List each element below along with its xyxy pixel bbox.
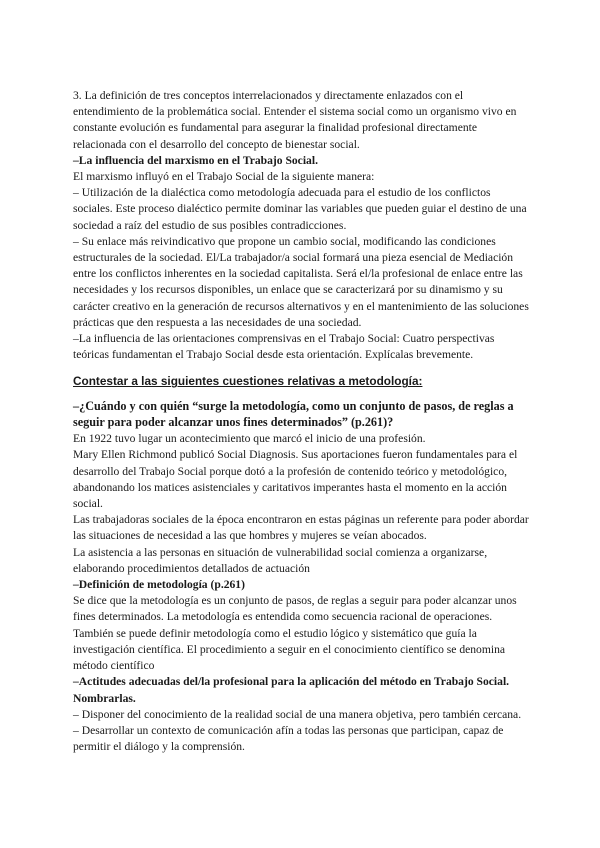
section-title: Contestar a las siguientes cuestiones relativas a metodología:	[73, 374, 423, 389]
intro-paragraph: 3. La definición de tres conceptos interrelacionados y directamente enlazados con el entendimiento de la problemática social. Entender el sistema social como un organismo vivo en constante evolución es fundamental para asegurar la finalidad profesional directamente relacionada con el desarrollo del concepto de bienestar social.	[73, 89, 517, 151]
marxism-intro: El marxismo influyó en el Trabajo Social de la siguiente manera:	[73, 170, 375, 184]
question-2: –Definición de metodología (p.261)	[73, 578, 245, 592]
answer-3-item-2: – Desarrollar un contexto de comunicación afín a todas las personas que participan, capaz de permitir el diálogo y la comprensión.	[73, 723, 504, 754]
marxism-heading: –La influencia del marxismo en el Trabajo Social.	[73, 153, 318, 167]
question-3: –Actitudes adecuadas del/la profesional para la aplicación del método en Trabajo Social. Nombrarlas.	[73, 675, 510, 705]
answer-1-line-4: La asistencia a las personas en situación de vulnerabilidad social comienza a organizarse, elaborando procedimientos detallados de actuación	[73, 545, 488, 575]
question-1: –¿Cuándo y con quién “surge la metodología, como un conjunto de pasos, de reglas a seguir para poder alcanzar unos fines determinados” (p.261)?	[73, 398, 514, 430]
answer-3-item-1: – Disponer del conocimiento de la realidad social de una manera objetiva, pero también cercana.	[73, 707, 522, 721]
answer-1-line-3: Las trabajadoras sociales de la época encontraron en estas páginas un referente para poder abordar las situaciones de necesidad a las que hombres y mujeres se veían abocados.	[73, 513, 529, 543]
dialectics-paragraph: – Utilización de la dialéctica como metodología adecuada para el estudio de los conflictos sociales. Este proceso dialéctico permite dominar las variables que pueden guiar el destino de una sociedad a raíz del estudio de sus posibles contradicciones.	[73, 186, 527, 232]
answer-1-line-2: Mary Ellen Richmond publicó Social Diagnosis. Sus aportaciones fueron fundamentales para el desarrollo del Trabajo Social porque dotó a la profesión de contenido teórico y metodológico, abandonando los matices asistenciales y caritativos imperantes hasta el momento en la acción social.	[73, 448, 518, 511]
document-page	[73, 88, 531, 755]
answer-1-line-1: En 1922 tuvo lugar un acontecimiento que marcó el inicio de una profesión.	[73, 432, 426, 446]
answer-2: Se dice que la metodología es un conjunto de pasos, de reglas a seguir para poder alcanzar unos fines determinados. La metodología es entendida como secuencia racional de operaciones. También se puede definir metodología como el estudio lógico y sistemático que guía la investigación científica. El procedimiento a seguir en el conocimiento científico se denomina método científico	[73, 594, 517, 673]
comprehensive-orientations-paragraph: –La influencia de las orientaciones comprensivas en el Trabajo Social: Cuatro perspectivas teóricas fundamentan el Trabajo Social desde esta orientación. Explícalas brevemente.	[73, 332, 495, 362]
social-change-paragraph: – Su enlace más reivindicativo que propone un cambio social, modificando las condiciones estructurales de la sociedad. El/La trabajador/a social formará una pieza esencial de Mediación entre los conflictos inherentes en la sociedad capitalista. Será el/la profesional de enlace entre las necesidades y los recursos disponibles, un enlace que se caracterizará por su dinamismo y su carácter creativo en la generación de recursos alternativos y en el mantenimiento de las soluciones prácticas que den respuesta a las necesidades de una sociedad.	[73, 234, 529, 329]
